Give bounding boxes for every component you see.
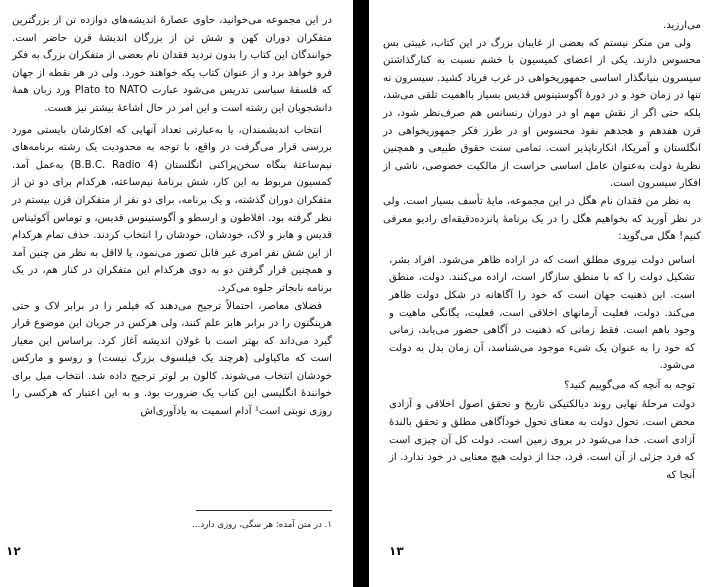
right-page	[369, 0, 715, 587]
hegel-quote	[389, 252, 695, 485]
paragraph: در این مجموعه می‌خوانید، حاوی عصارهٔ اندیشه‌های دوازده تن از بزرگترین متفکران دوران کهن و شش تن از بزرگان اندیشهٔ قرن حاضر است. خوانندگان این کتاب را بدون تردید فقدان نام بعضی از متفکران بزرگ به فکر فرو خواهد برد و از عنوان کتاب یکه خواهند خورد. ولی در هر نقطه از جهان که فلسفهٔ سیاسی تدریس می‌شود عبارت Plato to NATO ورد زبان همهٔ دانشجویان این رشته است و این امر در حال اشاعهٔ بیشتر نیز هست.	[12, 15, 333, 114]
paragraph: انتخاب اندیشمندان، یا به‌عبارتی تعداد آنهایی که افکارشان بایستی مورد بررسی قرار می‌گرفت در واقع، با توجه به محدودیت یک رشته برنامه‌های نیم‌ساعتهٔ بنگاه سخن‌پراکنی انگلستان (B.B.C. Radio 4) به‌عمل آمد. کمسیون مربوط به این کار، شش برنامهٔ نیم‌ساعته، هرکدام برای دو تن از متفکران دوران گذشته، و یک برنامه، برای دو نفر از متفکران قرن بیستم در نظر گرفته بود. افلاطون و ارسطو و آگوستینوس قدیس، و توماس آکوئیناس قدیس و هابز و لاک، خودشان، خودشان را انتخاب کردند. حذف تمام هرکدام از این شش نفر امری غیر قابل تصور می‌نمود، یا لااقل به نظر من چنین آمد و همچنین قرار گرفتن دو به دوی هرکدام این متفکران در کنار هم، در یک برنامه نابجاتر جلوه می‌کرد.	[12, 124, 332, 294]
paragraph: فضلای معاصر، احتمالاً ترجیح می‌دهند که فیلمر را در برابر لاک و حتی هرینگتون را در برابر هابز علم کنند، ولی هرکس در جریان این موضوع قرار گیرد می‌داند که بهتر است با غولان اندیشه آغاز کرد. براساس این معیار است که ماکیاولی (هرچند یک فیلسوف بزرگ نیست) و روسو و مارکس خودشان انتخاب می‌شوند. کالون بر لوتر ترجیح داده شد. انتخاب میل برای خوانندهٔ انگلیسی این کتاب یک ضرورت بود. و به این اعتبار که هرکسی را روزی نوبتی است¹ آدام اسمیت به یادآوری‌اش	[12, 300, 332, 418]
page-number: ۱۲	[6, 544, 21, 558]
page-number: ۱۳	[389, 544, 404, 558]
paragraph: به نظر من فقدان نام هگل در این مجموعه، مایهٔ تأسف بسیار است. ولی در نظر آورید که بخواهیم هگل را در یک برنامهٔ پانزده‌دقیقه‌ای رادیو معرفی کنیم! هگل می‌گوید:	[383, 195, 701, 243]
footnote-divider	[196, 510, 332, 511]
quote-question: توجه به آنچه که می‌گوییم کنید؟	[564, 379, 695, 391]
left-page-body	[12, 12, 332, 421]
paragraph: می‌ارزید.	[662, 20, 701, 31]
book-gutter	[353, 0, 369, 587]
left-page	[0, 0, 353, 587]
quote-text: دولت مرحلهٔ نهایی روند دیالکتیکی تاریخ و تحقق اصول اخلاقی و آزادی محض است. تحول دولت به معنای تحول خودآگاهی مطلق و تحقق بالندهٔ آزادی است. خدا می‌شود در بروی زمین است. دولت کل آن چیزی است که فرد جزئی از آن است. فرد، جدا از دولت هیچ معنایی در خود ندارد. از آنجا که	[389, 399, 695, 481]
quote-text: اساس دولت نیروی مطلق است که در اراده ظاهر می‌شود. افراد بشر، تشکیل دولت را که با منطق سازگار است، اراده می‌کنند. دولت، منطق است. این ذهنیت جهان است که خود را آگاهانه در شکل دولت ظاهر می‌کند. دولت، فعلیت آرمانهای اخلاقی است، فعلیت، یگانگی ماهیت و وجود باهم است. فقط زمانی که ذهنیت در آگاهی حضور می‌یابد، زمانی که خود را به عنوان یک شیء موجود می‌شناسد، آن زمان بدل به دولت می‌شود.	[389, 254, 695, 372]
paragraph: ولی من منکر نیستم که بعضی از غایبان بزرگ در این کتاب، غیبتی بس محسوس دارند. یکی از اعضای کمیسیون با خشم نسبت به کنارگذاشتن سیسرون بنیانگذار اساسی جمهوریخواهی در غرب فریاد کشید. سیسرون نه تنها در زمان خود و در دورهٔ آگوستینوس قدیس بسیار بااهمیت تلقی می‌شد، بلکه حتی اگر از نقش مهم او در دوران رنسانس هم صرف‌نظر شود، در قرن هفدهم و هجدهم نفوذ محسوس او در طرز فکر جمهوریخواهی در انگلستان و آمریکا، انکارناپذیر است. تمامی سنت حقوق طبیعی و همچنین نظریهٔ دولت به‌عنوان عامل اساسی حراست از مالکیت خصوصی، ناشی از افکار سیسرون است.	[383, 37, 701, 190]
footnote: ۱. در متن آمده: هر سگی، روزی دارد...	[192, 520, 332, 530]
right-page-body	[383, 17, 701, 488]
